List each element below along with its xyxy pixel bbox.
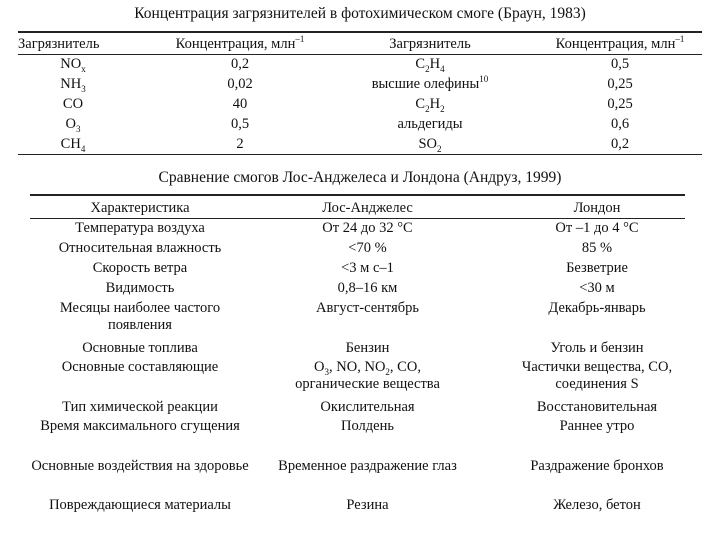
t1-r3-right-name: $C_2H_2$ [415, 96, 445, 114]
t2-r8-la: Окислительная [320, 399, 415, 415]
t2-header-characteristic: Характеристика [90, 200, 190, 216]
t1-r3-left-name: CO [62, 96, 84, 112]
table1-header-rule [18, 54, 702, 55]
t2-r5-la: Август-сентябрь [316, 300, 419, 316]
t1-r5-left-value: 2 [236, 136, 244, 152]
t2-r2-characteristic: Относительная влажность [58, 240, 222, 256]
t1-r5-left-name: $CH_4$ [60, 136, 86, 154]
t2-r8-london: Восстановительная [536, 399, 658, 415]
t2-r8-characteristic: Тип химической реакции [62, 399, 218, 415]
t2-r4-characteristic: Видимость [105, 280, 175, 296]
t2-r4-london: <30 м [579, 280, 615, 296]
t1-r1-right-value: 0,5 [610, 56, 630, 72]
t2-r7-london: Частички вещества, CO, соединения S [521, 359, 673, 392]
t2-r3-characteristic: Скорость ветра [92, 260, 188, 276]
t2-r3-london: Безветрие [566, 260, 628, 276]
table1-bottom-rule [18, 154, 702, 155]
t2-r9-characteristic: Время максимального сгущения [40, 418, 240, 434]
t1-r4-right-value: 0,6 [610, 116, 630, 132]
t2-r5-characteristic: Месяцы наиболее частого появления [59, 300, 221, 333]
t2-r10-la: Временное раздражение глаз [278, 458, 457, 474]
t1-r4-left-value: 0,5 [230, 116, 250, 132]
t2-r2-london: 85 % [581, 240, 613, 256]
t2-r2-la: <70 % [348, 240, 387, 256]
table1-title: Концентрация загрязнителей в фотохимическом смоге (Браун, 1983) [134, 5, 586, 22]
t2-r10-characteristic: Основные воздействия на здоровье [31, 458, 249, 474]
t2-r6-london: Уголь и бензин [550, 340, 644, 356]
t2-r10-london: Раздражение бронхов [530, 458, 664, 474]
t1-r4-right-name: альдегиды [397, 116, 463, 132]
t1-header-concentration-1: Концентрация, млн$^{-1}$ [175, 34, 305, 52]
t2-header-la: Лос-Анджелес [322, 200, 413, 216]
t2-r1-london: От –1 до 4 °С [555, 220, 639, 236]
t2-r3-la: <3 м с–1 [341, 260, 394, 276]
t2-r9-london: Раннее утро [559, 418, 635, 434]
t1-r1-left-name: $NO_x$ [60, 56, 86, 74]
t2-r7-characteristic: Основные составляющие [61, 359, 219, 375]
t2-r6-la: Бензин [345, 340, 390, 356]
table1-top-rule [18, 31, 702, 33]
t1-r3-right-value: 0,25 [607, 96, 633, 112]
t1-header-concentration-2: Концентрация, млн$^{-1}$ [555, 34, 685, 52]
t1-r2-left-name: $NH_3$ [60, 76, 86, 94]
t2-r5-london: Декабрь-январь [548, 300, 646, 316]
table2-top-rule [30, 194, 685, 196]
t2-header-london: Лондон [573, 200, 621, 216]
table2-title: Сравнение смогов Лос-Анджелеса и Лондона (Андруз, 1999) [158, 169, 562, 186]
t2-r11-london: Железо, бетон [553, 497, 641, 513]
t1-r4-left-name: $O_3$ [65, 116, 81, 134]
t1-r2-left-value: 0,02 [227, 76, 253, 92]
t1-r3-left-value: 40 [232, 96, 248, 112]
t1-r5-right-value: 0,2 [610, 136, 630, 152]
t1-header-pollutant-2: Загрязнитель [389, 36, 471, 52]
t2-r9-la: Полдень [341, 418, 394, 434]
t1-r2-right-value: 0,25 [607, 76, 633, 92]
t1-header-pollutant-1: Загрязнитель [18, 36, 100, 52]
t2-r1-la: От 24 до 32 °С [322, 220, 413, 236]
t1-r5-right-name: $SO_2$ [418, 136, 442, 154]
t1-r1-right-name: $C_2H_4$ [415, 56, 445, 74]
t1-r1-left-value: 0,2 [230, 56, 250, 72]
t2-r4-la: 0,8–16 км [337, 280, 398, 296]
t2-r6-characteristic: Основные топлива [82, 340, 198, 356]
table2-header-rule [30, 218, 685, 219]
t2-r11-la: Резина [346, 497, 389, 513]
t2-r1-characteristic: Температура воздуха [75, 220, 205, 236]
t2-r7-la: $O_3$, NO, $NO_2$, CO, органические вещества [295, 359, 440, 392]
t2-r11-characteristic: Повреждающиеся материалы [49, 497, 231, 513]
t1-r2-right-name: высшие олефины$^{10}$ [371, 74, 489, 92]
